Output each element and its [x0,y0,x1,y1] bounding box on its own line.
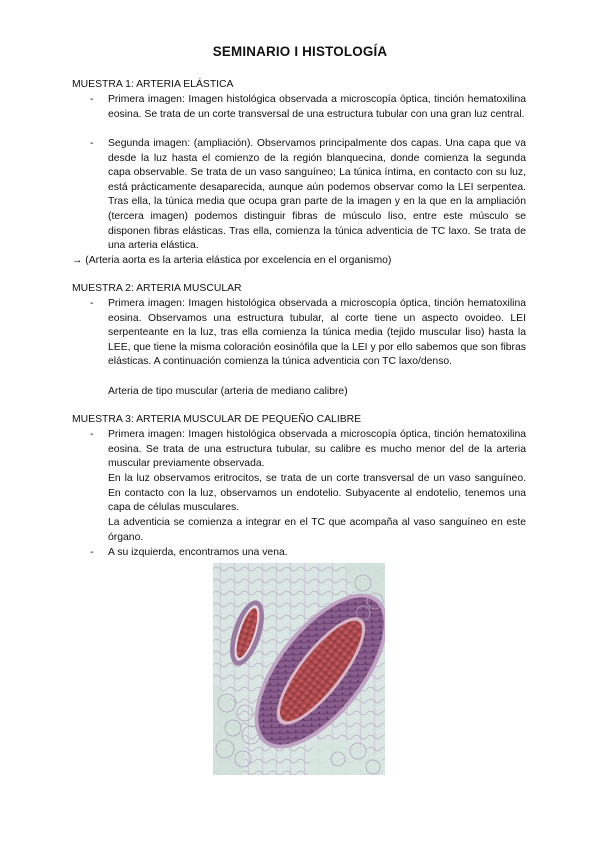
bullet-dash: - [90,547,94,558]
list-item-muestra-3-primera [90,428,526,472]
page-title: SEMINARIO I HISTOLOGÍA [212,44,388,59]
paragraph-text: Primera imagen: Imagen histológica observada a microscopía óptica, tinción hematoxilina eosina. Se trata de un corte transversal de una estructura tubular con una gran luz central. [108,94,526,120]
bullet-dash: - [90,138,94,149]
note-arteria-aorta: → (Arteria aorta es la arteria elástica por excelencia en el organismo) [72,255,392,266]
micrograph-illustration [213,563,385,775]
paragraph-text: Primera imagen: Imagen histológica observada a microscopía óptica, tinción hematoxilina eosina. Se trata de una estructura tubular, su calibre es mucho menor del de la arteria muscular previamente observada. [108,429,526,470]
paragraph-arteria-tipo-muscular: Arteria de tipo muscular (arteria de mediano calibre) [108,386,348,397]
list-item-muestra-3-vena [90,546,526,561]
section-heading-muestra-2: MUESTRA 2: ARTERIA MUSCULAR [72,283,242,294]
paragraph-eritrocitos: En la luz observamos eritrocitos, se trata de un corte transversal de un vaso sanguíneo. En contacto con la luz, observamos un endotelio. Subyacente al endotelio, tenemos una capa de células musculares. [108,473,526,514]
paragraph-text: Primera imagen: Imagen histológica observada a microscopía óptica, tinción hematoxilina eosina. Observamos una estructura tubular, al corte tiene un aspecto ovoideo. LEI serpenteante en la luz, tras ella comienza la túnica media (tejido muscular liso) hasta la LEE, que tiene la misma coloración eosinófila que la LEI y por ello sabemos que son fibras elásticas. A continuación comienza la túnica adventicia con TC laxo/denso. [108,298,526,368]
list-item-muestra-1-primera [90,93,526,122]
bullet-dash: - [90,94,94,105]
section-heading-muestra-1: MUESTRA 1: ARTERIA ELÁSTICA [72,79,234,90]
bullet-dash: - [90,298,94,309]
paragraph-text: A su izquierda, encontramos una vena. [108,547,288,558]
histology-micrograph [213,563,385,775]
bullet-dash: - [90,429,94,440]
list-item-muestra-1-segunda [90,137,526,254]
paragraph-adventicia: La adventicia se comienza a integrar en el TC que acompaña al vaso sanguíneo en este órgano. [108,517,526,543]
list-item-muestra-2-primera [90,297,526,370]
paragraph-text: Segunda imagen: (ampliación). Observamos principalmente dos capas. Una capa que va desde la luz hasta el comienzo de la región blanquecina, donde comienza la segunda capa observable. Se trata de un vaso sanguíneo; La túnica íntima, en contacto con su luz, está prácticamente desaparecida, aunque aún podemos observar como la LEI serpentea. Tras ella, la túnica media que ocupa gran parte de la imagen y en la que en la ampliación (tercera imagen) podemos distinguir fibras de músculo liso, entre este músculo se disponen fibras elásticas. Tras ella, comienza la túnica adventicia de TC laxo. Se trata de una arteria elástica. [108,138,526,252]
section-heading-muestra-3: MUESTRA 3: ARTERIA MUSCULAR DE PEQUEÑO CALIBRE [72,414,362,425]
